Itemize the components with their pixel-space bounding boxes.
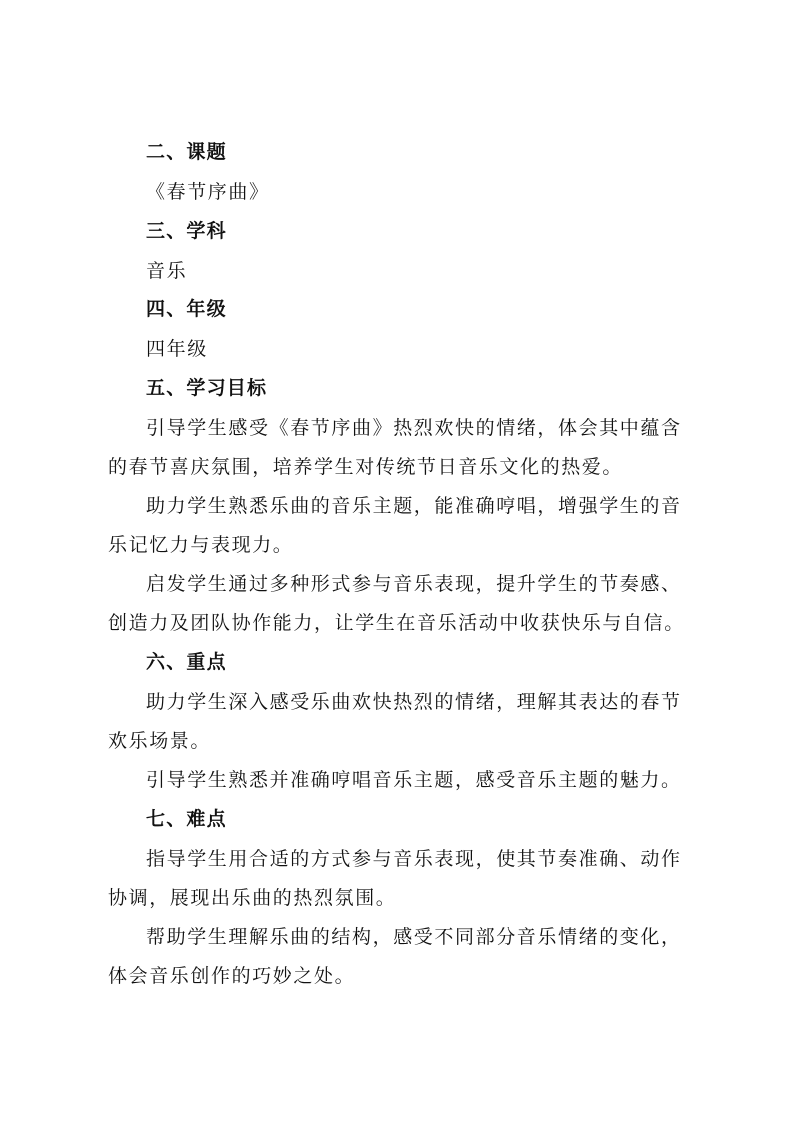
section-heading-topic: 二、课题 <box>146 141 227 163</box>
section-heading-grade: 四、年级 <box>146 298 227 320</box>
objective-3-line-1: 启发学生通过多种形式参与音乐表现，提升学生的节奏感、 <box>146 573 682 595</box>
key-point-2-line-1: 引导学生熟悉并准确哼唱音乐主题，感受音乐主题的魅力。 <box>146 769 682 791</box>
grade-content: 四年级 <box>146 338 208 360</box>
objective-2-line-1: 助力学生熟悉乐曲的音乐主题，能准确哼唱，增强学生的音 <box>146 495 682 517</box>
objective-1-line-2: 的春节喜庆氛围，培养学生对传统节日音乐文化的热爱。 <box>108 456 624 478</box>
difficulty-2-line-1: 帮助学生理解乐曲的结构，感受不同部分音乐情绪的变化， <box>146 926 682 948</box>
section-heading-key-points: 六、重点 <box>146 651 227 673</box>
key-point-1-line-2: 欢乐场景。 <box>108 730 212 752</box>
section-heading-difficulties: 七、难点 <box>146 808 227 830</box>
objective-1-line-1: 引导学生感受《春节序曲》热烈欢快的情绪，体会其中蕴含 <box>146 417 682 439</box>
difficulty-1-line-2: 协调，展现出乐曲的热烈氛围。 <box>108 887 397 909</box>
objective-3-line-2: 创造力及团队协作能力，让学生在音乐活动中收获快乐与自信。 <box>108 612 685 634</box>
objective-2-line-2: 乐记忆力与表现力。 <box>108 534 294 556</box>
difficulty-1-line-1: 指导学生用合适的方式参与音乐表现，使其节奏准确、动作 <box>146 848 682 870</box>
topic-content: 《春节序曲》 <box>146 181 270 203</box>
section-heading-subject: 三、学科 <box>146 220 227 242</box>
key-point-1-line-1: 助力学生深入感受乐曲欢快热烈的情绪，理解其表达的春节 <box>146 691 682 713</box>
subject-content: 音乐 <box>146 260 188 282</box>
section-heading-objectives: 五、学习目标 <box>146 377 268 399</box>
difficulty-2-line-2: 体会音乐创作的巧妙之处。 <box>108 965 356 987</box>
